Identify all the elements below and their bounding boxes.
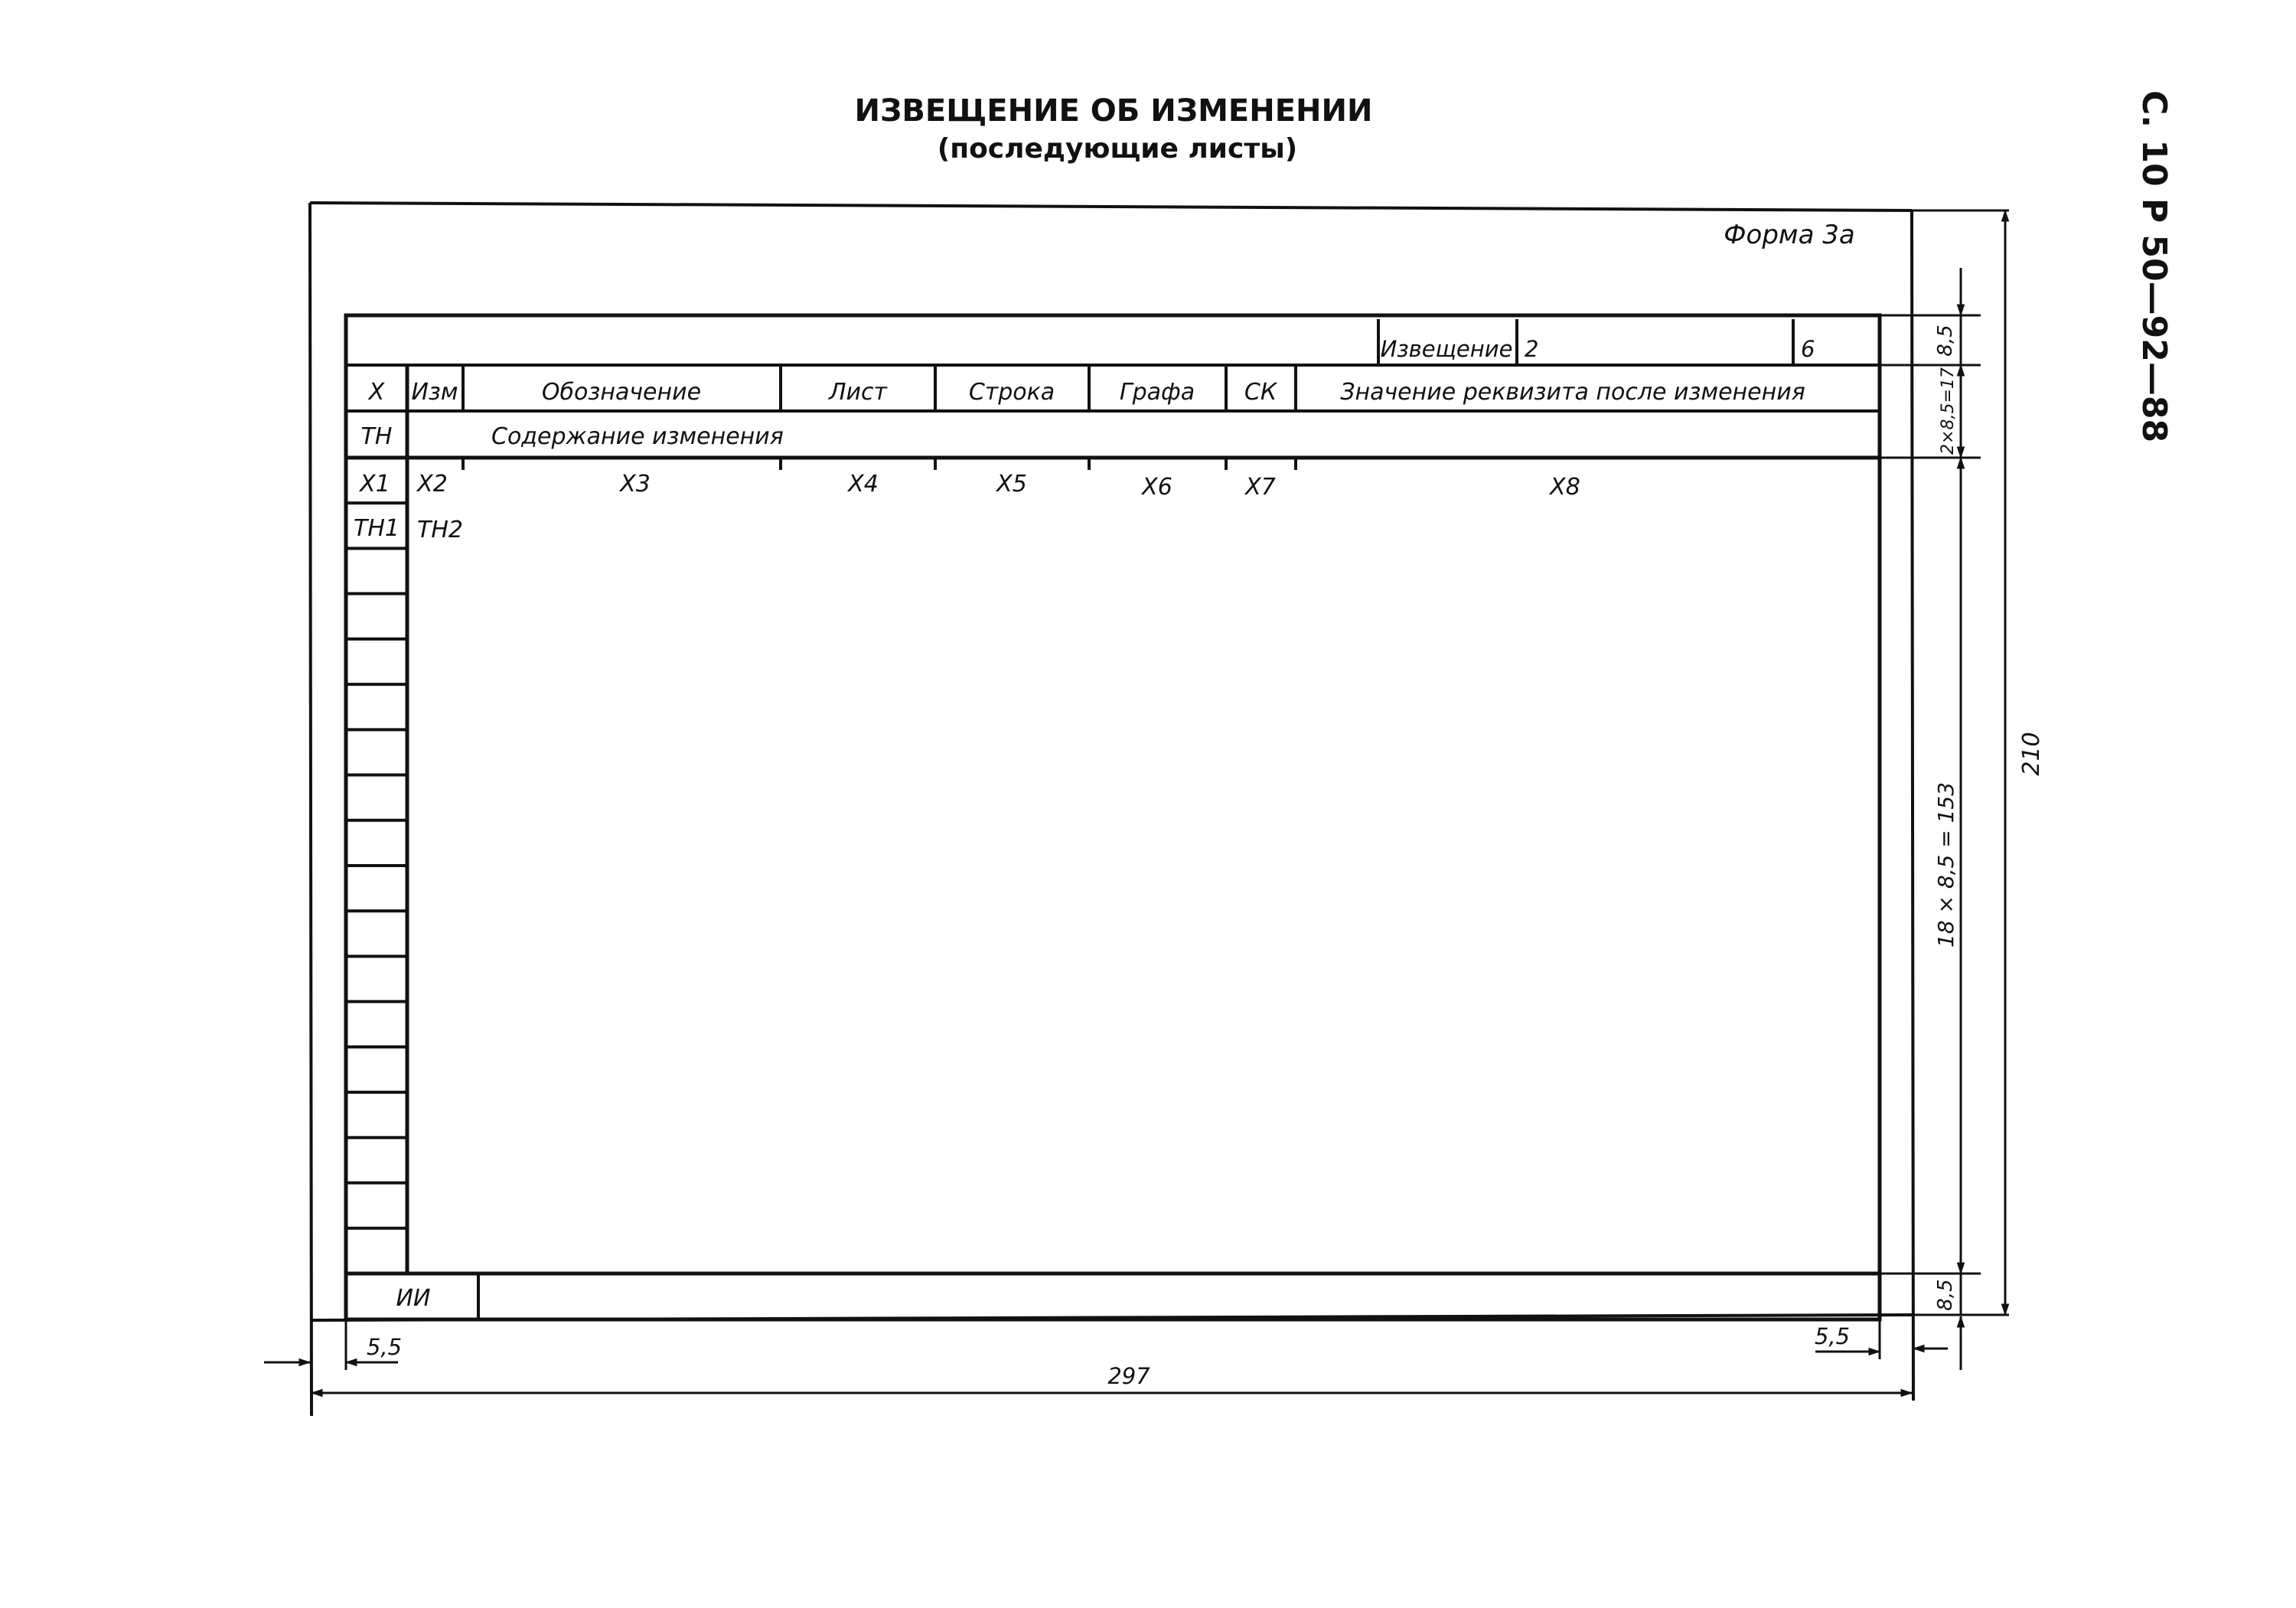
document-title: ИЗВЕЩЕНИЕ ОБ ИЗМЕНЕНИИ [854,93,1373,129]
notice-number: 2 [1525,336,1539,362]
change-content-label: Содержание изменения [491,423,784,450]
header-value-after: Значение реквизита после изменения [1340,379,1805,406]
code-x7: X7 [1245,474,1276,501]
sheet-number: 6 [1801,336,1815,362]
dim-margin-left: 5,5 [366,1334,403,1360]
dim-width-total: 297 [1107,1363,1150,1389]
dim-row-top: 8,5 [1934,325,1957,357]
notice-label: Извещение [1380,336,1513,362]
form-label: Форма 3а [1724,220,1855,250]
header-line: Строка [968,379,1055,406]
code-x4: X4 [848,471,879,497]
code-x3: X3 [620,471,651,497]
code-th2: ТН2 [417,517,463,543]
header-sheet: Лист [828,379,888,406]
th-label: ТН [360,423,393,450]
header-column: Графа [1119,379,1195,406]
header-izm: Изм [411,379,458,406]
dim-margin-right: 5,5 [1814,1323,1851,1349]
document-subtitle: (последующие листы) [937,133,1298,165]
ii-label: ИИ [396,1285,431,1312]
header-x: X [368,379,385,406]
code-x1: X1 [360,471,390,497]
dim-rows-header: 2×8,5=17 [1939,367,1958,455]
dim-height-total: 210 [2018,732,2045,776]
dim-rows-body: 18 × 8,5 = 153 [1933,781,1958,948]
code-th1: ТН1 [354,515,400,542]
page-reference: С. 10 Р 50—92—88 [2135,90,2174,443]
code-x8: X8 [1550,474,1580,501]
form-table [346,315,1880,1319]
header-sk: СК [1244,379,1277,406]
dim-row-bottom: 8,5 [1934,1279,1957,1311]
code-x2: X2 [417,471,448,497]
header-designation: Обозначение [541,379,702,406]
code-x5: X5 [996,471,1027,497]
code-x6: X6 [1142,474,1172,501]
left-column-rows [346,503,407,1228]
